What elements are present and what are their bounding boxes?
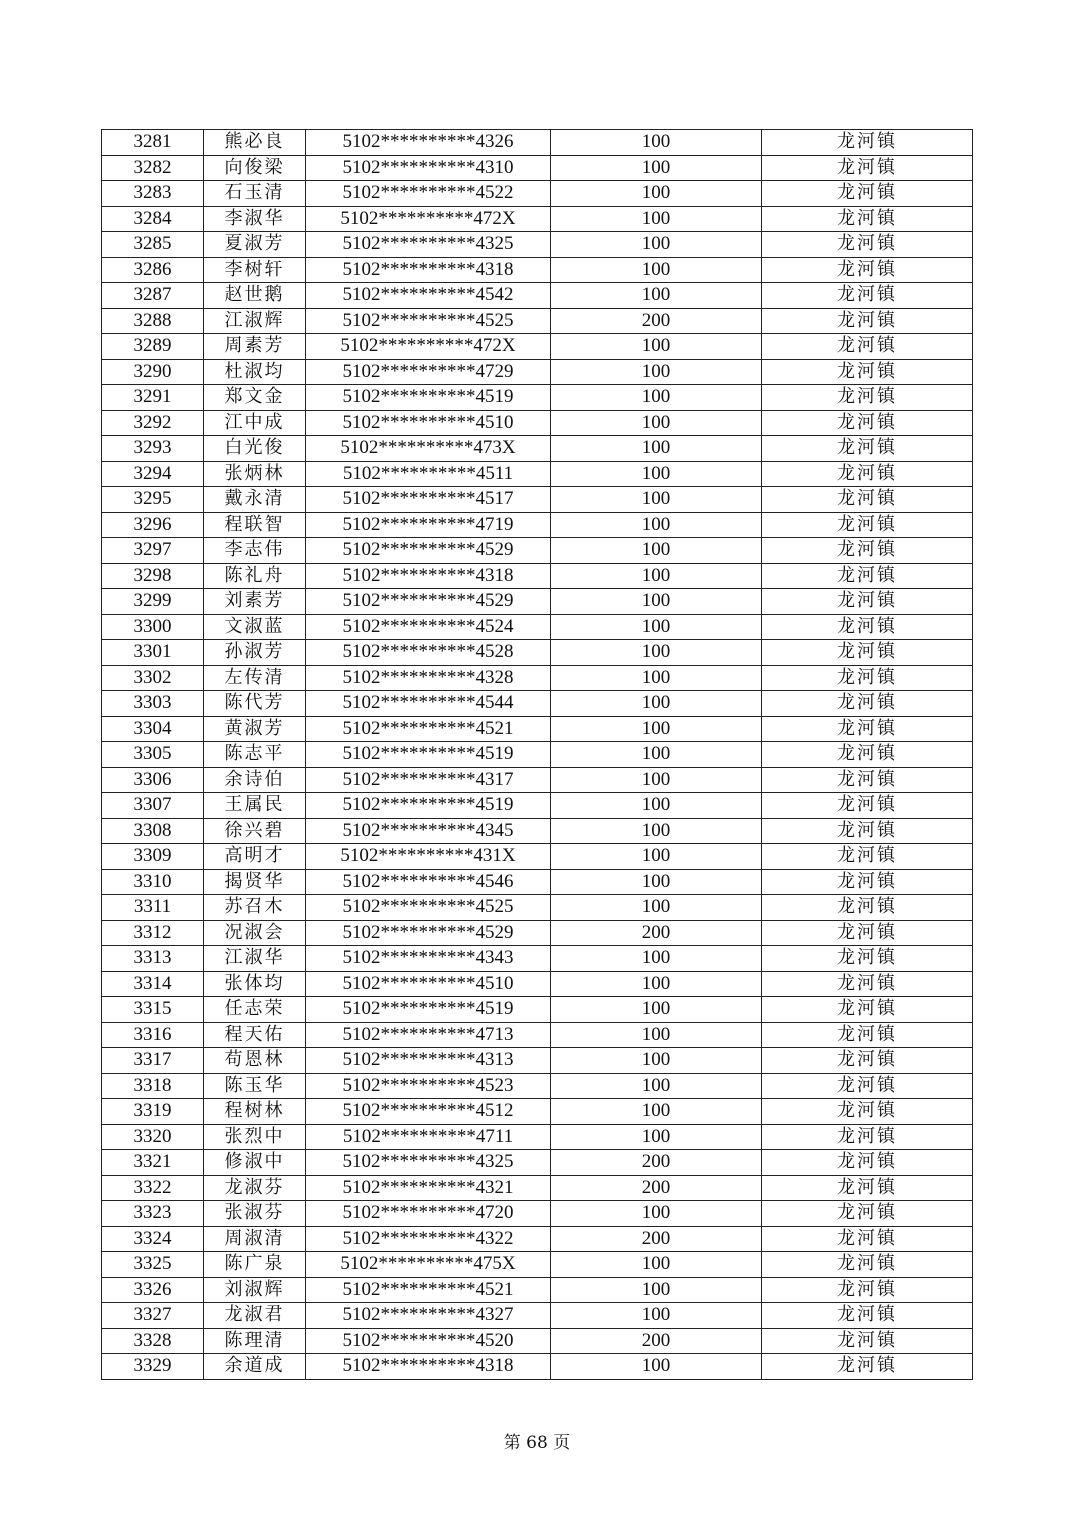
- row-number-cell: 3318: [102, 1073, 204, 1099]
- table-row: [102, 895, 973, 921]
- row-number-cell: 3293: [102, 436, 204, 462]
- person-name-cell: 揭贤华: [204, 869, 306, 895]
- table-row: [102, 487, 973, 513]
- id-number-cell: 5102**********4525: [306, 308, 551, 334]
- town-cell: 龙河镇: [762, 232, 973, 258]
- id-number-cell: 5102**********473X: [306, 436, 551, 462]
- amount-cell: 100: [551, 946, 762, 972]
- amount-cell: 100: [551, 1048, 762, 1074]
- person-name-cell: 陈玉华: [204, 1073, 306, 1099]
- amount-cell: 100: [551, 1252, 762, 1278]
- id-number-cell: 5102**********4528: [306, 640, 551, 666]
- person-name-cell: 陈志平: [204, 742, 306, 768]
- town-cell: 龙河镇: [762, 1277, 973, 1303]
- town-cell: 龙河镇: [762, 410, 973, 436]
- table-row: [102, 283, 973, 309]
- amount-cell: 100: [551, 971, 762, 997]
- table-row: [102, 1150, 973, 1176]
- id-number-cell: 5102**********4720: [306, 1201, 551, 1227]
- person-name-cell: 苟恩林: [204, 1048, 306, 1074]
- id-number-cell: 5102**********472X: [306, 334, 551, 360]
- row-number-cell: 3298: [102, 563, 204, 589]
- table-row: [102, 155, 973, 181]
- row-number-cell: 3296: [102, 512, 204, 538]
- row-number-cell: 3281: [102, 130, 204, 156]
- person-name-cell: 况淑会: [204, 920, 306, 946]
- amount-cell: 200: [551, 920, 762, 946]
- id-number-cell: 5102**********4517: [306, 487, 551, 513]
- id-number-cell: 5102**********4318: [306, 1354, 551, 1380]
- town-cell: 龙河镇: [762, 563, 973, 589]
- id-number-cell: 5102**********472X: [306, 206, 551, 232]
- person-name-cell: 程联智: [204, 512, 306, 538]
- row-number-cell: 3305: [102, 742, 204, 768]
- town-cell: 龙河镇: [762, 257, 973, 283]
- row-number-cell: 3301: [102, 640, 204, 666]
- town-cell: 龙河镇: [762, 359, 973, 385]
- row-number-cell: 3304: [102, 716, 204, 742]
- person-name-cell: 戴永清: [204, 487, 306, 513]
- table-row: [102, 1303, 973, 1329]
- amount-cell: 100: [551, 538, 762, 564]
- person-name-cell: 江中成: [204, 410, 306, 436]
- amount-cell: 100: [551, 614, 762, 640]
- id-number-cell: 5102**********4521: [306, 716, 551, 742]
- id-number-cell: 5102**********4327: [306, 1303, 551, 1329]
- town-cell: 龙河镇: [762, 997, 973, 1023]
- town-cell: 龙河镇: [762, 1175, 973, 1201]
- id-number-cell: 5102**********4317: [306, 767, 551, 793]
- id-number-cell: 5102**********4521: [306, 1277, 551, 1303]
- row-number-cell: 3284: [102, 206, 204, 232]
- amount-cell: 100: [551, 1073, 762, 1099]
- amount-cell: 100: [551, 155, 762, 181]
- table-row: [102, 1226, 973, 1252]
- amount-cell: 100: [551, 793, 762, 819]
- table-row: [102, 1175, 973, 1201]
- table-row: [102, 1048, 973, 1074]
- row-number-cell: 3319: [102, 1099, 204, 1125]
- person-name-cell: 刘淑辉: [204, 1277, 306, 1303]
- row-number-cell: 3294: [102, 461, 204, 487]
- table-row: [102, 334, 973, 360]
- person-name-cell: 张体均: [204, 971, 306, 997]
- town-cell: 龙河镇: [762, 1022, 973, 1048]
- table-row: [102, 1022, 973, 1048]
- row-number-cell: 3283: [102, 181, 204, 207]
- amount-cell: 100: [551, 1099, 762, 1125]
- person-name-cell: 陈广泉: [204, 1252, 306, 1278]
- town-cell: 龙河镇: [762, 614, 973, 640]
- row-number-cell: 3309: [102, 844, 204, 870]
- id-number-cell: 5102**********4519: [306, 385, 551, 411]
- amount-cell: 100: [551, 640, 762, 666]
- table-row: [102, 818, 973, 844]
- row-number-cell: 3299: [102, 589, 204, 615]
- row-number-cell: 3328: [102, 1328, 204, 1354]
- table-row: [102, 742, 973, 768]
- row-number-cell: 3326: [102, 1277, 204, 1303]
- town-cell: 龙河镇: [762, 308, 973, 334]
- table-row: [102, 793, 973, 819]
- person-name-cell: 石玉清: [204, 181, 306, 207]
- id-number-cell: 5102**********475X: [306, 1252, 551, 1278]
- town-cell: 龙河镇: [762, 461, 973, 487]
- table-row: [102, 385, 973, 411]
- town-cell: 龙河镇: [762, 385, 973, 411]
- town-cell: 龙河镇: [762, 895, 973, 921]
- row-number-cell: 3297: [102, 538, 204, 564]
- person-name-cell: 杜淑均: [204, 359, 306, 385]
- amount-cell: 100: [551, 436, 762, 462]
- town-cell: 龙河镇: [762, 742, 973, 768]
- town-cell: 龙河镇: [762, 971, 973, 997]
- amount-cell: 200: [551, 1226, 762, 1252]
- table-row: [102, 946, 973, 972]
- table-row: [102, 512, 973, 538]
- table-row: [102, 257, 973, 283]
- table-row: [102, 1328, 973, 1354]
- id-number-cell: 5102**********4325: [306, 232, 551, 258]
- row-number-cell: 3310: [102, 869, 204, 895]
- amount-cell: 100: [551, 1277, 762, 1303]
- table-row: [102, 1124, 973, 1150]
- row-number-cell: 3286: [102, 257, 204, 283]
- roster-body: [102, 130, 973, 1380]
- table-row: [102, 461, 973, 487]
- table-row: [102, 691, 973, 717]
- row-number-cell: 3322: [102, 1175, 204, 1201]
- amount-cell: 100: [551, 818, 762, 844]
- amount-cell: 100: [551, 691, 762, 717]
- id-number-cell: 5102**********4529: [306, 920, 551, 946]
- id-number-cell: 5102**********4520: [306, 1328, 551, 1354]
- table-row: [102, 844, 973, 870]
- person-name-cell: 白光俊: [204, 436, 306, 462]
- amount-cell: 100: [551, 410, 762, 436]
- table-row: [102, 665, 973, 691]
- table-row: [102, 589, 973, 615]
- row-number-cell: 3300: [102, 614, 204, 640]
- roster-table: [101, 129, 973, 1380]
- id-number-cell: 5102**********4321: [306, 1175, 551, 1201]
- person-name-cell: 程天佑: [204, 1022, 306, 1048]
- town-cell: 龙河镇: [762, 1226, 973, 1252]
- table-row: [102, 206, 973, 232]
- amount-cell: 100: [551, 385, 762, 411]
- row-number-cell: 3291: [102, 385, 204, 411]
- person-name-cell: 孙淑芳: [204, 640, 306, 666]
- table-row: [102, 971, 973, 997]
- table-row: [102, 716, 973, 742]
- amount-cell: 200: [551, 308, 762, 334]
- table-row: [102, 1354, 973, 1380]
- table-row: [102, 767, 973, 793]
- row-number-cell: 3329: [102, 1354, 204, 1380]
- id-number-cell: 5102**********4343: [306, 946, 551, 972]
- table-row: [102, 359, 973, 385]
- row-number-cell: 3308: [102, 818, 204, 844]
- table-row: [102, 1201, 973, 1227]
- id-number-cell: 5102**********4510: [306, 410, 551, 436]
- id-number-cell: 5102**********4519: [306, 742, 551, 768]
- person-name-cell: 陈礼舟: [204, 563, 306, 589]
- person-name-cell: 文淑蓝: [204, 614, 306, 640]
- row-number-cell: 3327: [102, 1303, 204, 1329]
- amount-cell: 100: [551, 844, 762, 870]
- town-cell: 龙河镇: [762, 716, 973, 742]
- town-cell: 龙河镇: [762, 589, 973, 615]
- amount-cell: 100: [551, 563, 762, 589]
- town-cell: 龙河镇: [762, 1354, 973, 1380]
- id-number-cell: 5102**********4326: [306, 130, 551, 156]
- town-cell: 龙河镇: [762, 1252, 973, 1278]
- person-name-cell: 李淑华: [204, 206, 306, 232]
- id-number-cell: 5102**********4546: [306, 869, 551, 895]
- table-row: [102, 563, 973, 589]
- row-number-cell: 3321: [102, 1150, 204, 1176]
- row-number-cell: 3303: [102, 691, 204, 717]
- person-name-cell: 龙淑芬: [204, 1175, 306, 1201]
- table-row: [102, 1073, 973, 1099]
- row-number-cell: 3290: [102, 359, 204, 385]
- page-number: 第 68 页: [503, 1433, 571, 1453]
- row-number-cell: 3323: [102, 1201, 204, 1227]
- amount-cell: 100: [551, 181, 762, 207]
- town-cell: 龙河镇: [762, 793, 973, 819]
- town-cell: 龙河镇: [762, 181, 973, 207]
- row-number-cell: 3288: [102, 308, 204, 334]
- town-cell: 龙河镇: [762, 640, 973, 666]
- person-name-cell: 李树轩: [204, 257, 306, 283]
- town-cell: 龙河镇: [762, 1099, 973, 1125]
- row-number-cell: 3320: [102, 1124, 204, 1150]
- id-number-cell: 5102**********4524: [306, 614, 551, 640]
- table-row: [102, 436, 973, 462]
- town-cell: 龙河镇: [762, 869, 973, 895]
- amount-cell: 100: [551, 1354, 762, 1380]
- table-row: [102, 232, 973, 258]
- town-cell: 龙河镇: [762, 155, 973, 181]
- person-name-cell: 左传清: [204, 665, 306, 691]
- person-name-cell: 高明才: [204, 844, 306, 870]
- amount-cell: 100: [551, 1124, 762, 1150]
- person-name-cell: 王属民: [204, 793, 306, 819]
- person-name-cell: 赵世鹅: [204, 283, 306, 309]
- id-number-cell: 5102**********4313: [306, 1048, 551, 1074]
- person-name-cell: 苏召木: [204, 895, 306, 921]
- row-number-cell: 3289: [102, 334, 204, 360]
- row-number-cell: 3315: [102, 997, 204, 1023]
- id-number-cell: 5102**********4519: [306, 997, 551, 1023]
- id-number-cell: 5102**********4719: [306, 512, 551, 538]
- row-number-cell: 3287: [102, 283, 204, 309]
- table-row: [102, 640, 973, 666]
- person-name-cell: 程树林: [204, 1099, 306, 1125]
- town-cell: 龙河镇: [762, 512, 973, 538]
- id-number-cell: 5102**********4328: [306, 665, 551, 691]
- town-cell: 龙河镇: [762, 538, 973, 564]
- person-name-cell: 熊必良: [204, 130, 306, 156]
- amount-cell: 100: [551, 130, 762, 156]
- id-number-cell: 5102**********4345: [306, 818, 551, 844]
- amount-cell: 100: [551, 1022, 762, 1048]
- amount-cell: 100: [551, 869, 762, 895]
- table-row: [102, 1252, 973, 1278]
- amount-cell: 100: [551, 206, 762, 232]
- town-cell: 龙河镇: [762, 844, 973, 870]
- table-row: [102, 308, 973, 334]
- town-cell: 龙河镇: [762, 1048, 973, 1074]
- town-cell: 龙河镇: [762, 1124, 973, 1150]
- row-number-cell: 3317: [102, 1048, 204, 1074]
- town-cell: 龙河镇: [762, 283, 973, 309]
- person-name-cell: 周素芳: [204, 334, 306, 360]
- person-name-cell: 任志荣: [204, 997, 306, 1023]
- row-number-cell: 3306: [102, 767, 204, 793]
- table-row: [102, 1099, 973, 1125]
- row-number-cell: 3324: [102, 1226, 204, 1252]
- person-name-cell: 江淑华: [204, 946, 306, 972]
- town-cell: 龙河镇: [762, 334, 973, 360]
- amount-cell: 100: [551, 665, 762, 691]
- row-number-cell: 3292: [102, 410, 204, 436]
- person-name-cell: 修淑中: [204, 1150, 306, 1176]
- table-row: [102, 130, 973, 156]
- id-number-cell: 5102**********4525: [306, 895, 551, 921]
- row-number-cell: 3325: [102, 1252, 204, 1278]
- amount-cell: 100: [551, 895, 762, 921]
- amount-cell: 100: [551, 487, 762, 513]
- person-name-cell: 黄淑芳: [204, 716, 306, 742]
- person-name-cell: 余道成: [204, 1354, 306, 1380]
- town-cell: 龙河镇: [762, 946, 973, 972]
- id-number-cell: 5102**********4522: [306, 181, 551, 207]
- id-number-cell: 5102**********4511: [306, 461, 551, 487]
- table-row: [102, 1277, 973, 1303]
- amount-cell: 200: [551, 1328, 762, 1354]
- row-number-cell: 3295: [102, 487, 204, 513]
- id-number-cell: 5102**********4542: [306, 283, 551, 309]
- town-cell: 龙河镇: [762, 206, 973, 232]
- town-cell: 龙河镇: [762, 1328, 973, 1354]
- town-cell: 龙河镇: [762, 130, 973, 156]
- row-number-cell: 3307: [102, 793, 204, 819]
- table-row: [102, 614, 973, 640]
- town-cell: 龙河镇: [762, 1150, 973, 1176]
- amount-cell: 100: [551, 334, 762, 360]
- person-name-cell: 江淑辉: [204, 308, 306, 334]
- id-number-cell: 5102**********4544: [306, 691, 551, 717]
- id-number-cell: 5102**********4529: [306, 589, 551, 615]
- person-name-cell: 郑文金: [204, 385, 306, 411]
- town-cell: 龙河镇: [762, 1073, 973, 1099]
- row-number-cell: 3282: [102, 155, 204, 181]
- amount-cell: 100: [551, 461, 762, 487]
- person-name-cell: 向俊梁: [204, 155, 306, 181]
- table-row: [102, 181, 973, 207]
- amount-cell: 100: [551, 1201, 762, 1227]
- table-row: [102, 920, 973, 946]
- town-cell: 龙河镇: [762, 1201, 973, 1227]
- person-name-cell: 徐兴碧: [204, 818, 306, 844]
- person-name-cell: 余诗伯: [204, 767, 306, 793]
- town-cell: 龙河镇: [762, 487, 973, 513]
- id-number-cell: 5102**********4322: [306, 1226, 551, 1252]
- person-name-cell: 周淑清: [204, 1226, 306, 1252]
- id-number-cell: 5102**********4318: [306, 257, 551, 283]
- amount-cell: 100: [551, 742, 762, 768]
- id-number-cell: 5102**********4523: [306, 1073, 551, 1099]
- town-cell: 龙河镇: [762, 691, 973, 717]
- amount-cell: 100: [551, 1303, 762, 1329]
- table-row: [102, 997, 973, 1023]
- person-name-cell: 陈理清: [204, 1328, 306, 1354]
- person-name-cell: 张炳林: [204, 461, 306, 487]
- person-name-cell: 龙淑君: [204, 1303, 306, 1329]
- id-number-cell: 5102**********4325: [306, 1150, 551, 1176]
- id-number-cell: 5102**********4318: [306, 563, 551, 589]
- amount-cell: 100: [551, 232, 762, 258]
- table-row: [102, 538, 973, 564]
- town-cell: 龙河镇: [762, 436, 973, 462]
- id-number-cell: 5102**********4519: [306, 793, 551, 819]
- id-number-cell: 5102**********431X: [306, 844, 551, 870]
- row-number-cell: 3316: [102, 1022, 204, 1048]
- person-name-cell: 张淑芬: [204, 1201, 306, 1227]
- row-number-cell: 3285: [102, 232, 204, 258]
- id-number-cell: 5102**********4512: [306, 1099, 551, 1125]
- town-cell: 龙河镇: [762, 665, 973, 691]
- person-name-cell: 张烈中: [204, 1124, 306, 1150]
- amount-cell: 200: [551, 1150, 762, 1176]
- id-number-cell: 5102**********4713: [306, 1022, 551, 1048]
- amount-cell: 100: [551, 512, 762, 538]
- id-number-cell: 5102**********4729: [306, 359, 551, 385]
- town-cell: 龙河镇: [762, 1303, 973, 1329]
- town-cell: 龙河镇: [762, 818, 973, 844]
- person-name-cell: 陈代芳: [204, 691, 306, 717]
- amount-cell: 100: [551, 283, 762, 309]
- id-number-cell: 5102**********4310: [306, 155, 551, 181]
- row-number-cell: 3314: [102, 971, 204, 997]
- row-number-cell: 3313: [102, 946, 204, 972]
- person-name-cell: 李志伟: [204, 538, 306, 564]
- row-number-cell: 3312: [102, 920, 204, 946]
- amount-cell: 100: [551, 589, 762, 615]
- row-number-cell: 3311: [102, 895, 204, 921]
- id-number-cell: 5102**********4529: [306, 538, 551, 564]
- person-name-cell: 刘素芳: [204, 589, 306, 615]
- amount-cell: 100: [551, 716, 762, 742]
- id-number-cell: 5102**********4711: [306, 1124, 551, 1150]
- amount-cell: 100: [551, 359, 762, 385]
- table-row: [102, 869, 973, 895]
- table-row: [102, 410, 973, 436]
- amount-cell: 100: [551, 767, 762, 793]
- amount-cell: 100: [551, 997, 762, 1023]
- town-cell: 龙河镇: [762, 767, 973, 793]
- id-number-cell: 5102**********4510: [306, 971, 551, 997]
- town-cell: 龙河镇: [762, 920, 973, 946]
- amount-cell: 200: [551, 1175, 762, 1201]
- amount-cell: 100: [551, 257, 762, 283]
- row-number-cell: 3302: [102, 665, 204, 691]
- person-name-cell: 夏淑芳: [204, 232, 306, 258]
